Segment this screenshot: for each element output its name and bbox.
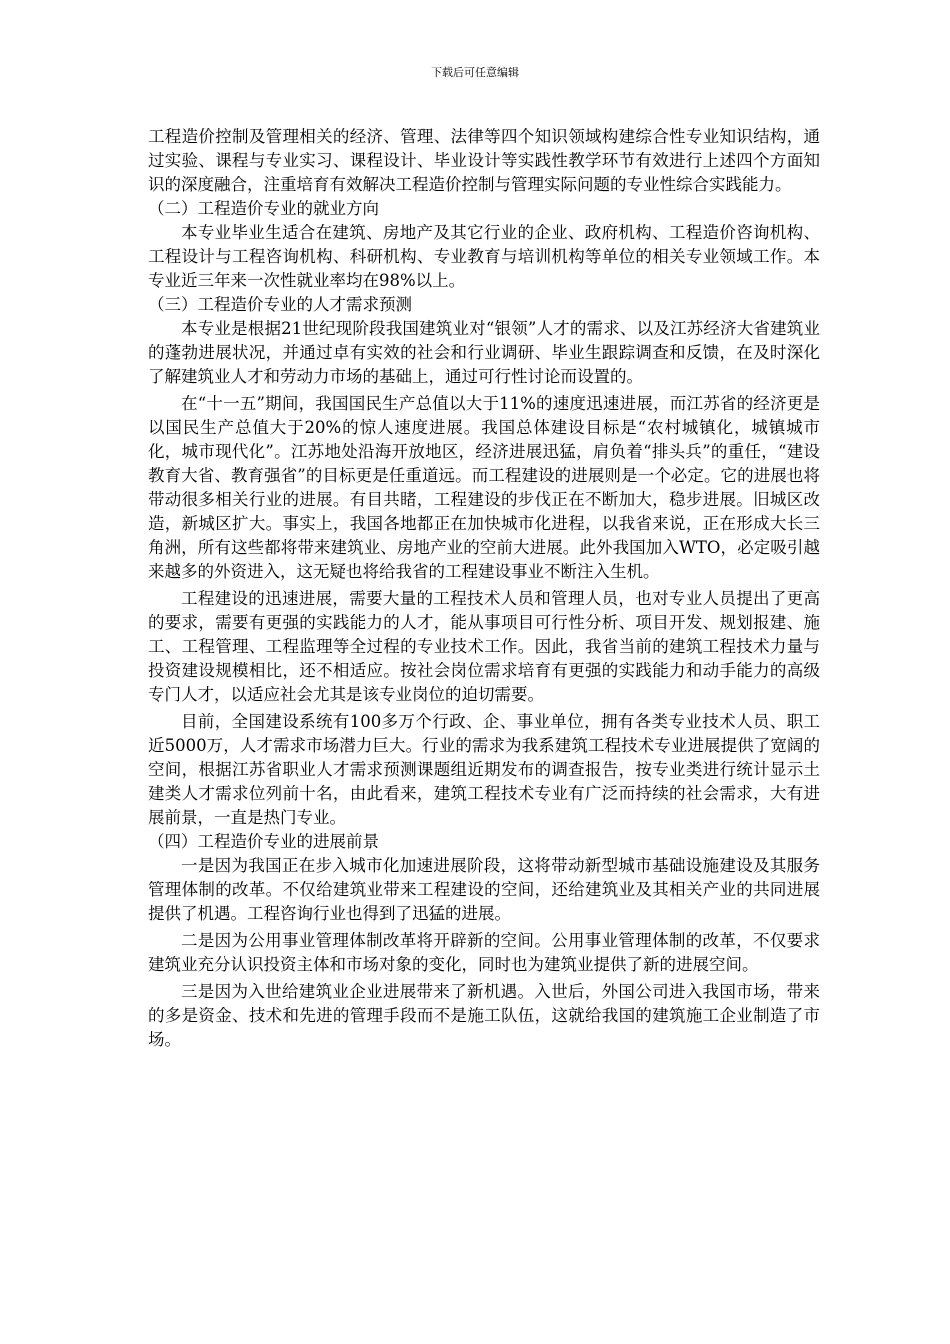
paragraph: 目前，全国建设系统有100多万个行政、企、事业单位，拥有各类专业技术人员、职工近5000万，人才需求市场潜力巨大。行业的需求为我系建筑工程技术专业进展提供了宽阔的空间，根据江苏省职业人才需求预测课题组近期发布的调查报告，按专业类进行统计显示土建类人才需求位列前十名，由此看来，建筑工程技术专业有广泛而持续的社会需求，大有进展前景，一直是热门专业。	[148, 712, 820, 827]
section-heading: （四）工程造价专业的进展前景	[148, 832, 379, 851]
paragraph: 本专业是根据21世纪现阶段我国建筑业对“银领”人才的需求、以及江苏经济大省建筑业的蓬勃进展状况，并通过卓有实效的社会和行业调研、毕业生跟踪调查和反馈，在及时深化了解建筑业人才和劳动力市场的基础上，通过可行性讨论而设置的。	[148, 319, 820, 386]
document-body	[148, 125, 820, 1052]
section-heading: （二）工程造价专业的就业方向	[148, 199, 379, 218]
section-heading: （三）工程造价专业的人才需求预测	[148, 295, 412, 314]
paragraph: 一是因为我国正在步入城市化加速进展阶段，这将带动新型城市基础设施建设及其服务管理体制的改革。不仅给建筑业带来工程建设的空间，还给建筑业及其相关产业的共同进展提供了机遇。工程咨询行业也得到了迅猛的进展。	[148, 856, 820, 923]
paragraph: 工程造价控制及管理相关的经济、管理、法律等四个知识领域构建综合性专业知识结构，通过实验、课程与专业实习、课程设计、毕业设计等实践性教学环节有效进行上述四个方面知识的深度融合，注重培育有效解决工程造价控制与管理实际问题的专业性综合实践能力。	[148, 127, 820, 194]
paragraph: 三是因为入世给建筑业企业进展带来了新机遇。入世后，外国公司进入我国市场，带来的多是资金、技术和先进的管理手段而不是施工队伍，这就给我国的建筑施工企业制造了市场。	[148, 982, 820, 1049]
paragraph: 二是因为公用事业管理体制改革将开辟新的空间。公用事业管理体制的改革，不仅要求建筑业充分认识投资主体和市场对象的变化，同时也为建筑业提供了新的进展空间。	[148, 931, 820, 974]
page-header: 下载后可任意编辑	[431, 66, 519, 79]
paragraph: 本专业毕业生适合在建筑、房地产及其它行业的企业、政府机构、工程造价咨询机构、工程设计与工程咨询机构、科研机构、专业教育与培训机构等单位的相关专业领域工作。本专业近三年来一次性就业率均在98%以上。	[148, 223, 820, 290]
paragraph: 在“十一五”期间，我国国民生产总值以大于11%的速度迅速进展，而江苏省的经济更是以国民生产总值大于20%的惊人速度进展。我国总体建设目标是“农村城镇化，城镇城市化，城市现代化”。江苏地处沿海开放地区，经济进展迅猛，肩负着“排头兵”的重任，“建设教育大省、教育强省”的目标更是任重道远。而工程建设的进展则是一个必定。它的进展也将带动很多相关行业的进展。有目共睹，工程建设的步伐正在不断加大，稳步进展。旧城区改造，新城区扩大。事实上，我国各地都正在加快城市化进程，以我省来说，正在形成大长三角洲，所有这些都将带来建筑业、房地产业的空前大进展。此外我国加入WTO，必定吸引越来越多的外资进入，这无疑也将给我省的工程建设事业不断注入生机。	[148, 394, 820, 581]
paragraph: 工程建设的迅速进展，需要大量的工程技术人员和管理人员，也对专业人员提出了更高的要求，需要有更强的实践能力的人才，能从事项目可行性分析、项目开发、规划报建、施工、工程管理、工程监理等全过程的专业技术工作。因此，我省当前的建筑工程技术力量与投资建设规模相比，还不相适应。按社会岗位需求培育有更强的实践能力和动手能力的高级专门人才，以适应社会尤其是该专业岗位的迫切需要。	[148, 589, 820, 704]
